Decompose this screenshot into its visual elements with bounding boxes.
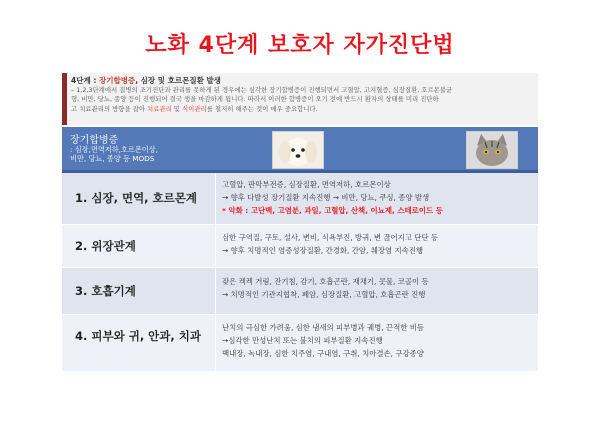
- header-title: 장기합병증: [70, 135, 119, 146]
- row-details: [222, 178, 532, 217]
- note-line: [71, 105, 533, 114]
- table-row: [62, 315, 538, 372]
- note-text: 및: [171, 104, 182, 113]
- note-heading: [71, 75, 221, 86]
- table-row: [62, 268, 538, 315]
- row-category: [62, 225, 216, 267]
- stage-note-box: [62, 73, 538, 125]
- row-details: [222, 321, 532, 360]
- detail-line: 고혈압, 판막부전증, 심장질환, 면역저하, 호르몬이상: [222, 180, 391, 189]
- row-category: [62, 315, 216, 371]
- note-heading-highlight: 장기합병증: [98, 76, 136, 85]
- note-emphasis: 치료관리: [147, 104, 172, 113]
- detail-line: 심한 구역질, 구토, 설사, 변비, 식욕부진, 방귀, 변 끊어지고 단단 등: [222, 233, 439, 242]
- detail-line: 난치의 극심한 가려움, 심한 냄새의 피부병과 궤병, 끈적한 비듬: [222, 323, 424, 332]
- table-row: [62, 225, 538, 268]
- detail-line: → 향후 치명적인 염증성장질환, 간경화, 간암, 췌장염 지속진행: [222, 246, 424, 255]
- note-text: 를 철저히 해주는 것이 매우 중요합니다.: [206, 104, 318, 113]
- table-row: [62, 173, 538, 225]
- table-header: [62, 127, 538, 173]
- row-category-label: 1. 심장, 면역, 호르몬계: [75, 191, 197, 205]
- note-text: 고 치료관리의 방향을 잡아: [71, 104, 148, 113]
- note-accent-bar: [62, 73, 67, 125]
- page-title: 노화 4단계 보호자 자가진단법: [145, 33, 455, 58]
- cat-photo: [466, 131, 518, 169]
- note-heading-suffix: , 심장 및 호르몬질환 발생: [135, 76, 221, 85]
- row-category-label: 4. 피부와 귀, 안과, 치과: [75, 329, 201, 343]
- detail-line: 백내장, 녹내장, 심한 치주염, 구내염, 구취, 치아결손, 구강종양: [222, 349, 424, 358]
- header-sub-line: 비만, 당뇨, 종양 등 MODS: [70, 154, 155, 163]
- detail-line: 잦은 켁켁 거림, 잔기침, 감기, 호흡곤란, 재채기, 콧물, 코골이 등: [222, 277, 429, 286]
- header-subtitle: [70, 145, 158, 163]
- detail-line: → 향후 다발성 장기질환 지속진행 → 비만, 당뇨, 쿠싱, 종양 발생: [222, 193, 430, 202]
- row-details: [222, 231, 532, 257]
- detail-line: →심각한 만성난치 또는 불치의 피부질환 지속진행: [222, 336, 383, 345]
- note-body: [71, 86, 533, 114]
- detail-line: → 치명적인 기관지협착, 폐암, 심장질환, 고혈압, 호흡곤란 진행: [222, 290, 426, 299]
- dog-photo: [272, 131, 324, 169]
- note-emphasis: 식이관리: [182, 104, 207, 113]
- row-category: [62, 268, 216, 314]
- row-category: [62, 173, 216, 224]
- symptom-table: [62, 127, 538, 372]
- row-category-label: 3. 호흡기계: [75, 284, 136, 298]
- header-sub-line: : 심장,면역저하,호르몬이상,: [70, 145, 158, 154]
- row-category-label: 2. 위장관계: [75, 239, 136, 253]
- row-details: [222, 275, 532, 301]
- note-heading-prefix: 4단계 :: [71, 76, 97, 85]
- note-line: – 1,2,3단계에서 질병의 조기진단과 관리를 못하게 된 경우에는 심각한 장기합병증이 진행되면서 고혈압, 고지혈증, 심장질환, 호르몬불균: [71, 86, 453, 94]
- warning-line: * 악화 : 고단백, 고염분, 과일, 고혈압, 산책, 이뇨제, 스테로이드 등: [222, 206, 443, 215]
- note-line: 형, 비만, 당뇨, 종양 등이 진행되어 결국 생을 마감하게 됩니다. 따라서 이러한 합병증이 오기 전에 반드시 환자의 상태를 미리 진단하: [71, 95, 439, 104]
